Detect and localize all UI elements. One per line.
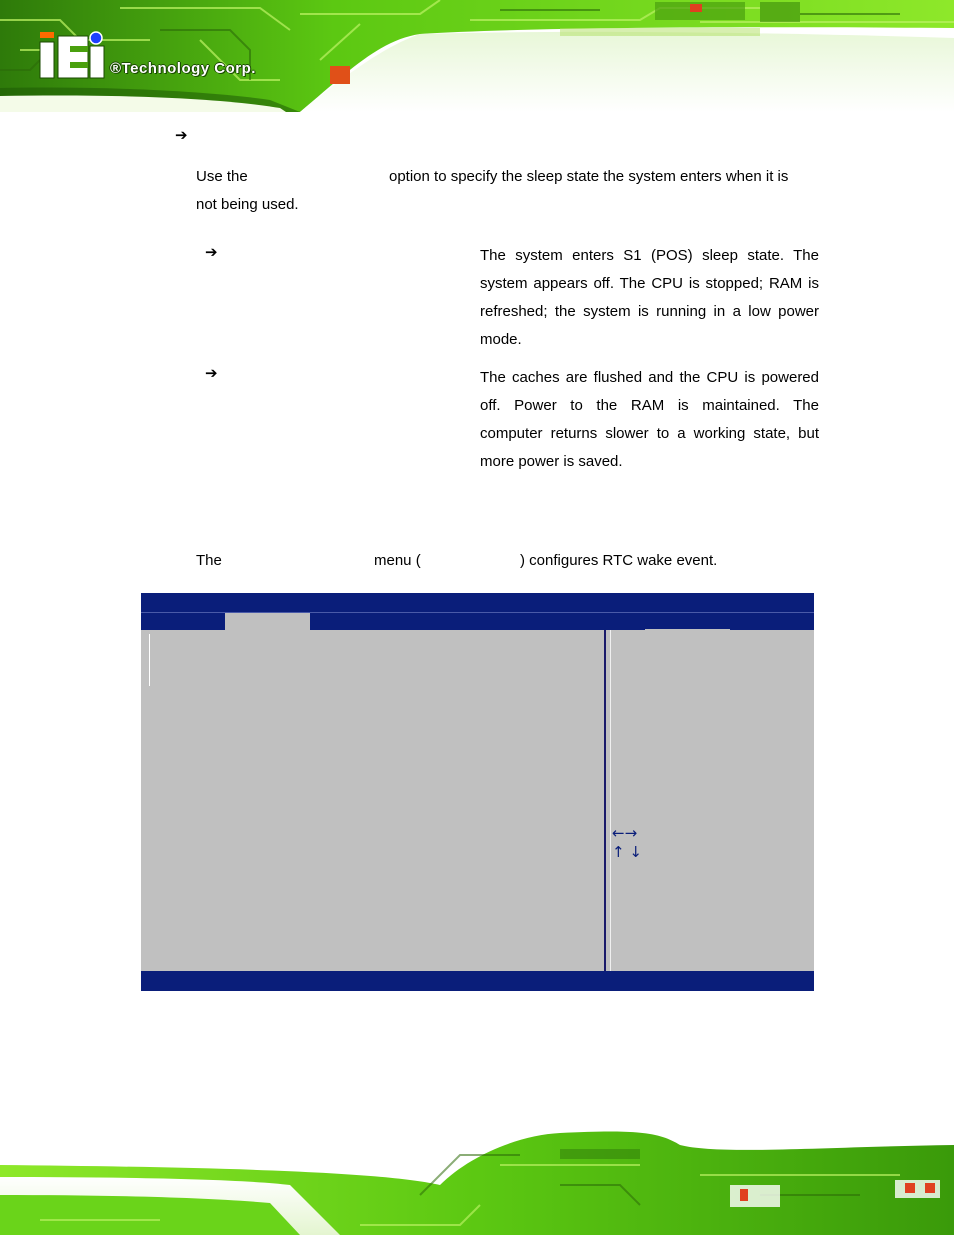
- option-s3-description: The caches are flushed and the CPU is powered off. Power to the RAM is maintained. The computer returns slower to a working state, but more power is saved.: [480, 369, 819, 470]
- bios-tab-active[interactable]: [225, 613, 310, 631]
- intro-line1-prefix: Use the: [196, 168, 248, 185]
- page-header-banner: [0, 0, 954, 112]
- option-arrow-icon: ➔: [205, 244, 218, 261]
- option-s1-description: The system enters S1 (POS) sleep state. The system appears off. The CPU is stopped; RAM is refreshed; the system is running in a low power mode.: [480, 247, 819, 348]
- bios-status-bar: [141, 971, 814, 991]
- bios-settings-panel: [141, 630, 604, 971]
- page-footer-banner: [0, 1125, 954, 1235]
- bios-panel-divider: [604, 630, 606, 971]
- panel-edge-highlight: [149, 634, 150, 686]
- option-arrow-icon: ➔: [205, 365, 218, 382]
- left-right-arrows-icon: ←→: [612, 824, 638, 842]
- intro-line1-suffix: option to specify the sleep state the system enters when it is: [389, 168, 789, 185]
- bios-screen: [141, 593, 814, 991]
- up-down-arrows-icon: ↑ ↓: [612, 843, 642, 861]
- circuit-board-footer-graphic: [0, 1125, 954, 1235]
- circuit-board-header-graphic: [0, 0, 954, 112]
- bios-panel-divider-highlight: [610, 630, 611, 971]
- rtc-intro-middle: menu (: [374, 552, 421, 569]
- bios-menu-bar: [141, 612, 814, 630]
- bullet-arrow-icon: ➔: [175, 127, 188, 144]
- bios-title-bar: [141, 593, 814, 612]
- rtc-intro-suffix: ) configures RTC wake event.: [520, 552, 718, 569]
- rtc-intro-prefix: The: [196, 552, 222, 569]
- intro-line2: not being used.: [196, 196, 299, 213]
- bios-help-panel: [612, 630, 814, 971]
- logo-tagline: ®Technology Corp.: [110, 60, 256, 77]
